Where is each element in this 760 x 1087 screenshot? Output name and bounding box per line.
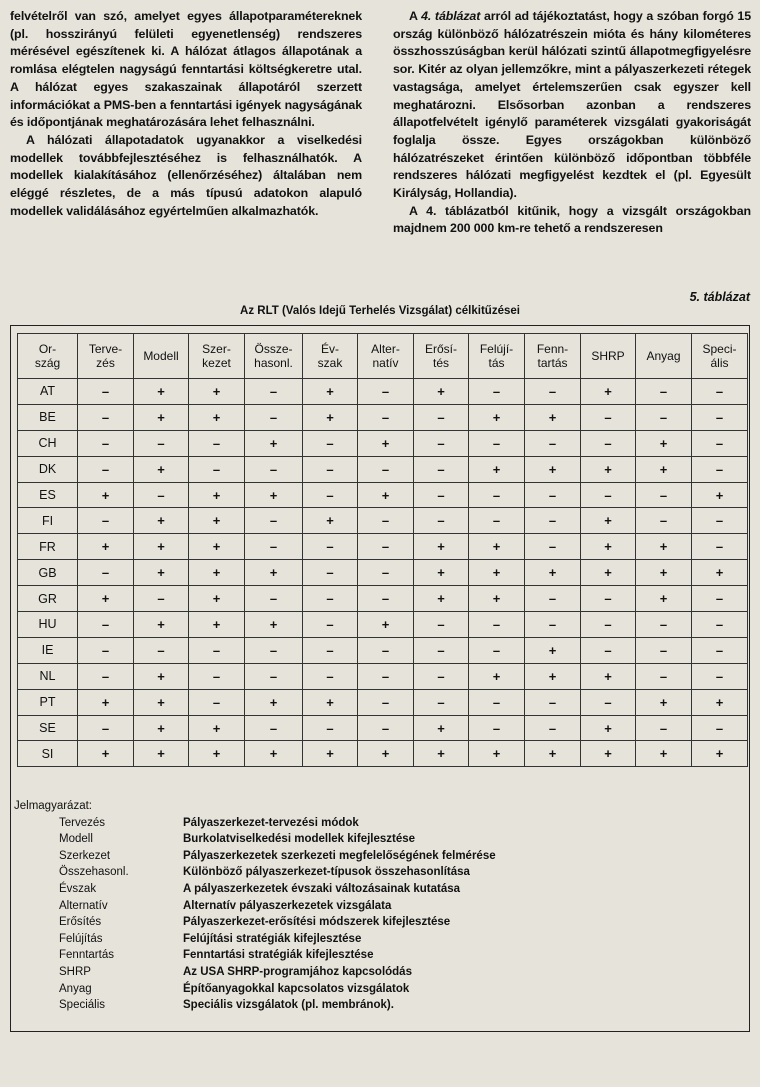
table-cell: – bbox=[303, 637, 358, 663]
country-cell: FR bbox=[18, 534, 78, 560]
table-cell: + bbox=[134, 379, 189, 405]
table-cell: + bbox=[636, 560, 692, 586]
table-cell: + bbox=[134, 741, 189, 767]
table-cell: – bbox=[414, 430, 469, 456]
header-8: Felújí- tás bbox=[469, 334, 525, 379]
table-cell: + bbox=[581, 379, 636, 405]
right-text-column bbox=[393, 8, 751, 238]
table-cell: – bbox=[414, 508, 469, 534]
table-cell: – bbox=[245, 663, 303, 689]
table-row bbox=[18, 663, 748, 689]
table-cell: + bbox=[134, 689, 189, 715]
table-cell: – bbox=[358, 534, 414, 560]
country-cell: PT bbox=[18, 689, 78, 715]
table-cell: + bbox=[581, 560, 636, 586]
table-cell: + bbox=[414, 715, 469, 741]
country-cell: ES bbox=[18, 482, 78, 508]
table-cell: – bbox=[581, 404, 636, 430]
table-cell: – bbox=[581, 637, 636, 663]
table-cell: – bbox=[78, 663, 134, 689]
table-cell: – bbox=[636, 715, 692, 741]
table-cell: + bbox=[358, 482, 414, 508]
table-cell: + bbox=[358, 612, 414, 638]
table-cell: + bbox=[469, 456, 525, 482]
table-cell: – bbox=[636, 482, 692, 508]
table-cell: – bbox=[414, 663, 469, 689]
legend-key: Tervezés bbox=[59, 816, 106, 829]
header-2: Modell bbox=[134, 334, 189, 379]
legend-key: Modell bbox=[59, 833, 93, 846]
table-cell: – bbox=[303, 560, 358, 586]
table-cell: + bbox=[525, 637, 581, 663]
legend-item bbox=[17, 881, 496, 898]
table-cell: – bbox=[525, 379, 581, 405]
table-cell: – bbox=[134, 586, 189, 612]
legend-key: Fenntartás bbox=[59, 949, 114, 962]
table-cell: – bbox=[358, 637, 414, 663]
legend-key: Alternatív bbox=[59, 899, 108, 912]
table-cell: – bbox=[581, 430, 636, 456]
legend-value: Az USA SHRP-programjához kapcsolódás bbox=[183, 965, 412, 978]
rlt-objectives-table bbox=[17, 333, 748, 767]
table-cell: + bbox=[469, 404, 525, 430]
table-cell: + bbox=[245, 612, 303, 638]
table-cell: + bbox=[189, 404, 245, 430]
header-11: Anyag bbox=[636, 334, 692, 379]
table-cell: – bbox=[692, 586, 748, 612]
table-cell: + bbox=[78, 689, 134, 715]
legend-value: Alternatív pályaszerkezetek vizsgálata bbox=[183, 899, 392, 912]
table-cell: – bbox=[525, 508, 581, 534]
table-cell: – bbox=[469, 430, 525, 456]
legend-value: Pályaszerkezetek szerkezeti megfelelőségének felmérése bbox=[183, 849, 496, 862]
table-row bbox=[18, 534, 748, 560]
legend-key: Évszak bbox=[59, 882, 97, 895]
table-cell: – bbox=[358, 456, 414, 482]
table-row bbox=[18, 404, 748, 430]
table-cell: + bbox=[414, 560, 469, 586]
table-cell: – bbox=[358, 560, 414, 586]
header-4: Össze- hasonl. bbox=[245, 334, 303, 379]
header-7: Erősí- tés bbox=[414, 334, 469, 379]
table-cell: + bbox=[134, 456, 189, 482]
table-cell: – bbox=[189, 663, 245, 689]
table-cell: – bbox=[581, 586, 636, 612]
table-cell: – bbox=[692, 508, 748, 534]
table-cell: + bbox=[78, 741, 134, 767]
header-1: Terve- zés bbox=[78, 334, 134, 379]
table-cell: – bbox=[78, 430, 134, 456]
legend bbox=[14, 798, 496, 1014]
table-cell: + bbox=[581, 741, 636, 767]
table-cell: – bbox=[636, 663, 692, 689]
country-cell: IE bbox=[18, 637, 78, 663]
table-cell: – bbox=[692, 715, 748, 741]
table-cell: + bbox=[78, 534, 134, 560]
table-cell: – bbox=[525, 689, 581, 715]
table-cell: + bbox=[581, 663, 636, 689]
table-cell: – bbox=[692, 663, 748, 689]
country-cell: AT bbox=[18, 379, 78, 405]
table-cell: – bbox=[303, 715, 358, 741]
table-cell: + bbox=[245, 560, 303, 586]
table-cell: – bbox=[469, 637, 525, 663]
table-cell: + bbox=[134, 560, 189, 586]
table-cell: + bbox=[469, 586, 525, 612]
table-cell: – bbox=[692, 404, 748, 430]
country-cell: SI bbox=[18, 741, 78, 767]
table-cell: – bbox=[78, 379, 134, 405]
table-cell: – bbox=[469, 482, 525, 508]
table-cell: – bbox=[245, 379, 303, 405]
table-cell: + bbox=[189, 612, 245, 638]
table-cell: – bbox=[245, 586, 303, 612]
table-cell: – bbox=[414, 456, 469, 482]
table-cell: + bbox=[303, 508, 358, 534]
table-cell: + bbox=[134, 612, 189, 638]
table-cell: – bbox=[303, 534, 358, 560]
legend-value: Speciális vizsgálatok (pl. membránok). bbox=[183, 999, 394, 1012]
table-cell: + bbox=[692, 741, 748, 767]
table-row bbox=[18, 586, 748, 612]
table-cell: + bbox=[414, 379, 469, 405]
table-cell: + bbox=[525, 663, 581, 689]
legend-item bbox=[17, 947, 496, 964]
table-cell: – bbox=[525, 586, 581, 612]
table-cell: + bbox=[581, 456, 636, 482]
table-cell: + bbox=[414, 534, 469, 560]
table-cell: – bbox=[636, 404, 692, 430]
table-cell: + bbox=[245, 482, 303, 508]
table-cell: – bbox=[189, 456, 245, 482]
table-cell: + bbox=[358, 741, 414, 767]
legend-item bbox=[17, 914, 496, 931]
table-cell: – bbox=[469, 715, 525, 741]
table-cell: – bbox=[358, 404, 414, 430]
table-cell: + bbox=[134, 715, 189, 741]
table-cell: – bbox=[692, 456, 748, 482]
left-paragraph-2: A hálózati állapotadatok ugyanakkor a viselkedési modellek továbbfejlesztéséhez is felhasználhatók. A modellek kialakításához (ellenőrzéséhez) általában nem eléggé részletes, de a más típusú adatokon alapuló modellek validálásához egyértelműen alkalmazhatók. bbox=[10, 132, 362, 218]
table-cell: – bbox=[525, 430, 581, 456]
table-cell: – bbox=[245, 456, 303, 482]
table-cell: – bbox=[636, 612, 692, 638]
header-9: Fenn- tartás bbox=[525, 334, 581, 379]
table-reference: 4. táblázat bbox=[421, 9, 481, 23]
legend-item bbox=[17, 898, 496, 915]
country-cell: NL bbox=[18, 663, 78, 689]
legend-value: Fenntartási stratégiák kifejlesztése bbox=[183, 949, 374, 962]
table-cell: + bbox=[469, 741, 525, 767]
table-cell: – bbox=[78, 637, 134, 663]
table-cell: – bbox=[581, 482, 636, 508]
table-cell: + bbox=[581, 508, 636, 534]
table-cell: + bbox=[414, 586, 469, 612]
table-cell: – bbox=[245, 534, 303, 560]
country-cell: CH bbox=[18, 430, 78, 456]
legend-item bbox=[17, 931, 496, 948]
table-row bbox=[18, 379, 748, 405]
table-cell: + bbox=[469, 534, 525, 560]
table-cell: + bbox=[581, 534, 636, 560]
table-cell: – bbox=[525, 612, 581, 638]
legend-item bbox=[17, 997, 496, 1014]
legend-value: Pályaszerkezet-erősítési módszerek kifejlesztése bbox=[183, 916, 451, 929]
table-cell: – bbox=[414, 637, 469, 663]
table-number: 5. táblázat bbox=[689, 290, 750, 304]
table-cell: + bbox=[636, 430, 692, 456]
table-cell: + bbox=[245, 689, 303, 715]
table-cell: – bbox=[358, 379, 414, 405]
table-cell: + bbox=[525, 404, 581, 430]
legend-value: Burkolatviselkedési modellek kifejlesztése bbox=[183, 833, 416, 846]
table-row bbox=[18, 482, 748, 508]
table-cell: – bbox=[358, 715, 414, 741]
country-cell: HU bbox=[18, 612, 78, 638]
header-3: Szer- kezet bbox=[189, 334, 245, 379]
legend-value: Pályaszerkezet-tervezési módok bbox=[183, 816, 359, 829]
table-cell: + bbox=[636, 534, 692, 560]
table-cell: + bbox=[525, 560, 581, 586]
table-cell: – bbox=[303, 456, 358, 482]
table-title: Az RLT (Valós Idejű Terhelés Vizsgálat) célkitűzései bbox=[240, 305, 520, 317]
table-row bbox=[18, 715, 748, 741]
table-cell: + bbox=[525, 456, 581, 482]
legend-key: Összehasonl. bbox=[59, 866, 129, 879]
table-cell: – bbox=[189, 430, 245, 456]
table-cell: – bbox=[581, 612, 636, 638]
table-cell: – bbox=[636, 637, 692, 663]
table-cell: – bbox=[189, 637, 245, 663]
table-cell: + bbox=[469, 560, 525, 586]
table-cell: + bbox=[303, 741, 358, 767]
table-cell: + bbox=[189, 586, 245, 612]
table-cell: – bbox=[134, 430, 189, 456]
table-cell: – bbox=[245, 404, 303, 430]
header-row bbox=[18, 334, 748, 379]
table-cell: + bbox=[303, 379, 358, 405]
table-cell: – bbox=[303, 663, 358, 689]
table-cell: – bbox=[189, 689, 245, 715]
table-cell: – bbox=[636, 508, 692, 534]
country-cell: GB bbox=[18, 560, 78, 586]
table-cell: + bbox=[692, 689, 748, 715]
table-cell: + bbox=[189, 379, 245, 405]
table-cell: – bbox=[469, 612, 525, 638]
table-cell: – bbox=[692, 379, 748, 405]
table-cell: – bbox=[358, 508, 414, 534]
table-cell: + bbox=[134, 663, 189, 689]
table-cell: – bbox=[414, 482, 469, 508]
country-cell: DK bbox=[18, 456, 78, 482]
table-cell: – bbox=[469, 689, 525, 715]
table-cell: + bbox=[303, 689, 358, 715]
table-cell: – bbox=[692, 430, 748, 456]
table-cell: – bbox=[414, 404, 469, 430]
legend-value: A pályaszerkezetek évszaki változásainak kutatása bbox=[183, 882, 461, 895]
country-cell: BE bbox=[18, 404, 78, 430]
table-cell: – bbox=[245, 715, 303, 741]
legend-item bbox=[17, 864, 496, 881]
table-cell: – bbox=[581, 689, 636, 715]
table-cell: – bbox=[78, 612, 134, 638]
country-cell: FI bbox=[18, 508, 78, 534]
table-box bbox=[10, 325, 750, 1032]
table-cell: + bbox=[469, 663, 525, 689]
table-cell: – bbox=[358, 586, 414, 612]
table-cell: + bbox=[636, 456, 692, 482]
table-cell: – bbox=[245, 637, 303, 663]
table-row bbox=[18, 430, 748, 456]
table-cell: – bbox=[303, 430, 358, 456]
table-cell: – bbox=[303, 586, 358, 612]
table-cell: + bbox=[189, 482, 245, 508]
table-row bbox=[18, 689, 748, 715]
table-cell: + bbox=[189, 715, 245, 741]
table-cell: + bbox=[134, 404, 189, 430]
header-10: SHRP bbox=[581, 334, 636, 379]
table-cell: + bbox=[189, 560, 245, 586]
table-cell: – bbox=[414, 612, 469, 638]
table-body bbox=[18, 379, 748, 767]
table-cell: + bbox=[134, 508, 189, 534]
table-cell: – bbox=[134, 637, 189, 663]
table-cell: + bbox=[78, 482, 134, 508]
legend-value: Építőanyagokkal kapcsolatos vizsgálatok bbox=[183, 982, 410, 995]
table-cell: + bbox=[134, 534, 189, 560]
legend-item bbox=[17, 848, 496, 865]
table-cell: – bbox=[358, 663, 414, 689]
legend-item bbox=[17, 831, 496, 848]
legend-key: Felújítás bbox=[59, 932, 103, 945]
table-cell: + bbox=[525, 741, 581, 767]
right-paragraph-2: A 4. táblázatból kitűnik, hogy a vizsgált országokban majdnem 200 000 km-re tehető a rendszeresen bbox=[393, 203, 751, 236]
legend-key: Szerkezet bbox=[59, 849, 111, 862]
left-text-column bbox=[10, 8, 362, 220]
header-12: Speci- ális bbox=[692, 334, 748, 379]
table-cell: + bbox=[189, 534, 245, 560]
right-paragraph-1 bbox=[393, 8, 751, 203]
table-row bbox=[18, 560, 748, 586]
table-cell: + bbox=[189, 741, 245, 767]
legend-title: Jelmagyarázat: bbox=[14, 800, 92, 812]
table-cell: – bbox=[525, 534, 581, 560]
table-cell: + bbox=[636, 741, 692, 767]
table-row bbox=[18, 456, 748, 482]
table-row bbox=[18, 612, 748, 638]
legend-value: Különböző pályaszerkezet-típusok összehasonlítása bbox=[183, 866, 470, 879]
table-cell: + bbox=[414, 741, 469, 767]
table-cell: – bbox=[245, 508, 303, 534]
table-cell: + bbox=[692, 482, 748, 508]
table-cell: – bbox=[692, 612, 748, 638]
right-p1-text: arról ad tájékoztatást, hogy a szóban forgó 15 ország különböző hálózatrészein mióta és hány kilométeres összhosszúságban kerül hálózati szintű állapotmegfigyelésre sor. Kitér az olyan jellemzőkre, mint a pályaszerkezeti rétegek vastagsága, amelyet értelemszerűen csak egyszer kell meghatározni. Elsősorban azonban a rendszeres állapotfelvételt igénylő paraméterek vizsgálati gyakoriságát foglalja össze. Egyes országokban különböző hálózatrészeket érintően különböző időpontban többféle rendszeres hálózati megfigyelést kezdtek el (pl. Egyesült Királyság, Hollandia). bbox=[393, 9, 752, 201]
table-cell: – bbox=[525, 715, 581, 741]
table-cell: + bbox=[692, 560, 748, 586]
table-cell: – bbox=[78, 456, 134, 482]
table-row bbox=[18, 741, 748, 767]
table-cell: – bbox=[636, 379, 692, 405]
table-cell: + bbox=[245, 430, 303, 456]
legend-rows bbox=[17, 815, 496, 1014]
table-cell: – bbox=[134, 482, 189, 508]
header-6: Alter- natív bbox=[358, 334, 414, 379]
table-cell: + bbox=[78, 586, 134, 612]
table-cell: + bbox=[636, 586, 692, 612]
table-cell: – bbox=[303, 482, 358, 508]
legend-item bbox=[17, 981, 496, 998]
table-cell: + bbox=[581, 715, 636, 741]
table-cell: + bbox=[358, 430, 414, 456]
table-cell: – bbox=[692, 534, 748, 560]
table-cell: – bbox=[692, 637, 748, 663]
table-cell: – bbox=[78, 715, 134, 741]
table-cell: – bbox=[358, 689, 414, 715]
table-cell: – bbox=[303, 612, 358, 638]
table-cell: – bbox=[469, 508, 525, 534]
table-cell: + bbox=[189, 508, 245, 534]
table-row bbox=[18, 637, 748, 663]
right-p1-prefix: A bbox=[409, 9, 422, 23]
table-cell: + bbox=[245, 741, 303, 767]
country-cell: SE bbox=[18, 715, 78, 741]
country-cell: GR bbox=[18, 586, 78, 612]
table-cell: + bbox=[636, 689, 692, 715]
legend-item bbox=[17, 964, 496, 981]
legend-value: Felújítási stratégiák kifejlesztése bbox=[183, 932, 362, 945]
table-cell: – bbox=[414, 689, 469, 715]
legend-key: Erősítés bbox=[59, 916, 102, 929]
table-row bbox=[18, 508, 748, 534]
legend-item bbox=[17, 815, 496, 832]
legend-key: Speciális bbox=[59, 999, 106, 1012]
table-cell: – bbox=[525, 482, 581, 508]
header-5: Év- szak bbox=[303, 334, 358, 379]
table-cell: – bbox=[78, 560, 134, 586]
table-cell: – bbox=[78, 404, 134, 430]
table-cell: – bbox=[78, 508, 134, 534]
left-paragraph-1: felvételről van szó, amelyet egyes állapotparamétereknek (pl. hosszirányú felületi egyenetlenség) rendszeres mérésével egészítenek ki. A hálózat átlagos állapotának a romlása elégtelen nagyságú fenntartási költségkeretre utal. A hálózat egyes szakaszainak állapotáról szerzett információkat a PMS-ben a fenntartási igények nagyságának és időpontjának meghatározására lehet felhasználni. bbox=[10, 9, 362, 130]
header-0: Or- szág bbox=[18, 334, 78, 379]
legend-key: SHRP bbox=[59, 965, 91, 978]
legend-key: Anyag bbox=[59, 982, 92, 995]
table-cell: + bbox=[303, 404, 358, 430]
table-cell: – bbox=[469, 379, 525, 405]
